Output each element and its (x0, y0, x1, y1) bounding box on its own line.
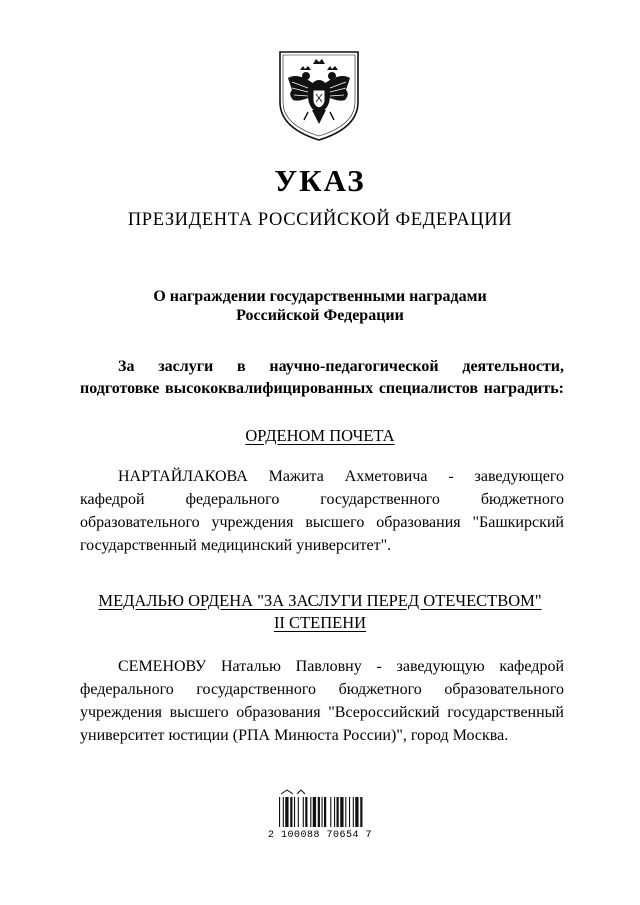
award-recipient-paragraph (80, 655, 564, 747)
decree-title: УКАЗ (274, 163, 366, 198)
recipient-line: учреждения высшего образования "Всероссийский государственный (80, 704, 564, 721)
award-recipient-paragraph (80, 465, 564, 557)
barcode-number: 2 100088 70654 7 (267, 830, 372, 841)
heading-line: О награждении государственными наградами (153, 288, 487, 305)
recipient-line: образовательного учреждения высшего образования "Башкирский (80, 514, 564, 531)
recipient-line: НАРТАЙЛАКОВА Мажита Ахметовича - заведующего (118, 468, 564, 485)
preamble-line: За заслуги в научно-педагогической деятельности, (118, 358, 564, 375)
preamble-line: подготовке высококвалифицированных специалистов наградить: (80, 380, 564, 397)
award-title (0, 425, 640, 447)
award-title-line: II СТЕПЕНИ (273, 613, 367, 632)
decree-preamble (80, 356, 564, 400)
russian-coat-of-arms-icon (278, 50, 360, 142)
recipient-line: государственный медицинский университет". (80, 537, 392, 554)
award-title-line: ОРДЕНОМ ПОЧЕТА (245, 426, 395, 445)
decree-issuer: ПРЕЗИДЕНТА РОССИЙСКОЙ ФЕДЕРАЦИИ (127, 210, 513, 230)
recipient-line: СЕМЕНОВУ Наталью Павловну - заведующую кафедрой (118, 658, 564, 675)
recipient-line: университет юстиции (РПА Минюста России)", город Москва. (80, 727, 509, 744)
heading-line: Российской Федерации (236, 307, 404, 324)
decree-heading (0, 287, 640, 325)
award-title (0, 590, 640, 634)
award-title-line: МЕДАЛЬЮ ОРДЕНА "ЗА ЗАСЛУГИ ПЕРЕД ОТЕЧЕСТВОМ" (98, 591, 542, 610)
recipient-line: федерального государственного бюджетного образовательного (80, 681, 564, 698)
recipient-line: кафедрой федерального государственного бюджетного (80, 491, 564, 508)
barcode-icon (275, 786, 385, 828)
